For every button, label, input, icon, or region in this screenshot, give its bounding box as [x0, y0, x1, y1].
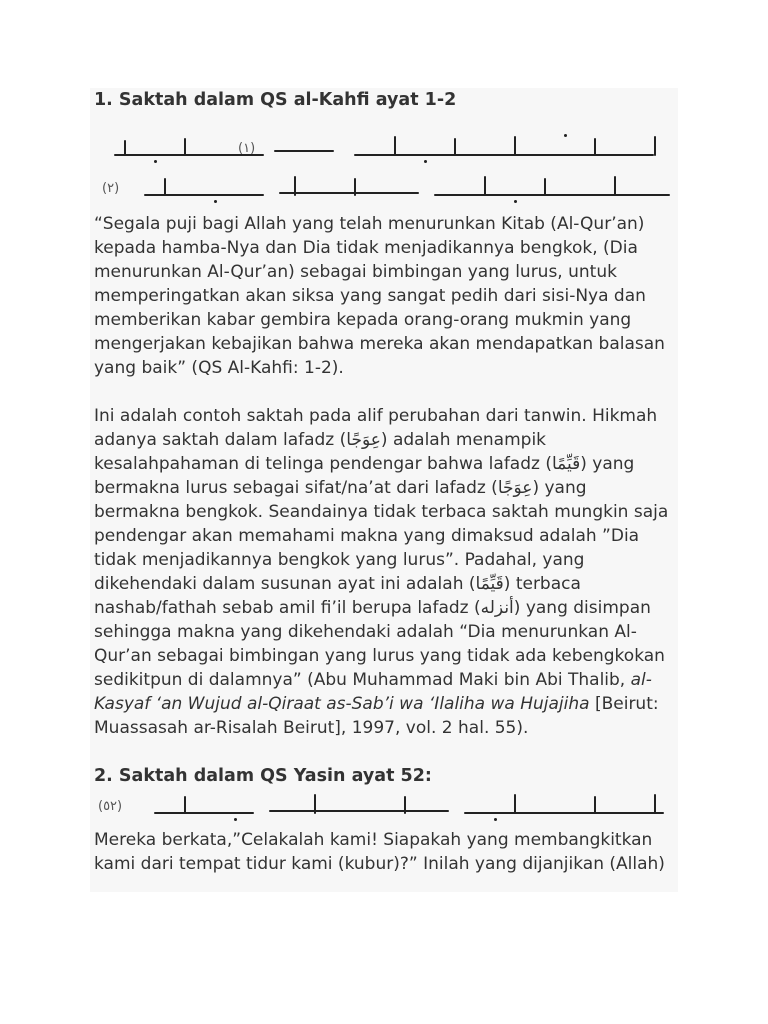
- section1-explanation: [94, 404, 674, 740]
- section2-translation: [94, 828, 674, 876]
- explanation-line: tidak menjadikannya bengkok yang lurus”. Padahal, yang: [94, 550, 585, 570]
- paragraph-gap: [94, 740, 674, 764]
- arabic-verse-yasin-52: [94, 788, 674, 828]
- translation-line: kami dari tempat tidur kami (kubur)?” Inilah yang dijanjikan (Allah): [94, 854, 665, 874]
- explanation-line: dikehendaki dalam susunan ayat ini adalah (قَيِّمًا) terbaca: [94, 574, 581, 594]
- citation-publisher: [Beirut:: [589, 694, 659, 714]
- explanation-line: bermakna lurus sebagai sifat/na’at dari lafadz (عِوَجًا) yang: [94, 478, 587, 498]
- citation-title: Kasyaf ‘an Wujud al-Qiraat as-Sab’i wa ‘Ilaliha wa Hujajiha: [94, 694, 590, 714]
- explanation-line: adanya saktah dalam lafadz (عِوَجًا) adalah menampik: [94, 430, 547, 450]
- section2-heading: 2. Saktah dalam QS Yasin ayat 52:: [94, 766, 432, 786]
- paragraph-gap: [94, 380, 674, 404]
- translation-line: Mereka berkata,”Celakalah kami! Siapakah yang membangkitkan: [94, 830, 653, 850]
- section1-heading: 1. Saktah dalam QS al-Kahfi ayat 1-2: [94, 90, 457, 110]
- article-content: [94, 88, 674, 876]
- verse-number-2: (٢): [102, 181, 120, 196]
- explanation-line: Ini adalah contoh saktah pada alif perubahan dari tanwin. Hikmah: [94, 406, 658, 426]
- explanation-line: [94, 692, 674, 716]
- explanation-line: Qur’an sebagai bimbingan yang lurus yang tidak ada kebengkokan: [94, 646, 665, 666]
- citation-title-start: al-: [630, 670, 652, 690]
- arabic-calligraphy: [94, 790, 674, 826]
- explanation-line: kesalahpahaman di telinga pendengar bahwa lafadz (قَيِّمًا) yang: [94, 454, 635, 474]
- arabic-calligraphy: [94, 132, 674, 168]
- explanation-line: [94, 668, 674, 692]
- explanation-line: nashab/fathah sebab amil fi’il berupa lafadz (أنزله) yang disimpan: [94, 598, 651, 618]
- explanation-line: Muassasah ar-Risalah Beirut], 1997, vol. 2 hal. 55).: [94, 718, 529, 738]
- verse-number-1: (١): [238, 141, 256, 156]
- arabic-verse-line-2: [94, 170, 674, 210]
- explanation-line: sehingga makna yang dikehendaki adalah “Dia menurunkan Al-: [94, 622, 637, 642]
- verse-number-52: (٥٢): [98, 799, 123, 814]
- arabic-verse-line-1: [94, 130, 674, 170]
- explanation-text: sedikitpun di dalamnya” (Abu Muhammad Maki bin Abi Thalib,: [94, 670, 626, 690]
- section1-translation: “Segala puji bagi Allah yang telah menurunkan Kitab (Al-Qur’an) kepada hamba-Nya dan Dia tidak menjadikannya bengkok, (Dia menurunkan Al-Qur’an) sebagai bimbingan yang lurus, untuk memperingatkan akan siksa yang sangat pedih dari sisi-Nya dan memberikan kabar gembira kepada orang-orang mukmin yang mengerjakan kebajikan bahwa mereka akan mendapatkan balasan yang baik” (QS Al-Kahfi: 1-2).: [94, 214, 665, 378]
- arabic-calligraphy: [94, 172, 674, 208]
- explanation-line: bermakna bengkok. Seandainya tidak terbaca saktah mungkin saja: [94, 502, 669, 522]
- explanation-line: pendengar akan memahami makna yang dimaksud adalah ”Dia: [94, 526, 640, 546]
